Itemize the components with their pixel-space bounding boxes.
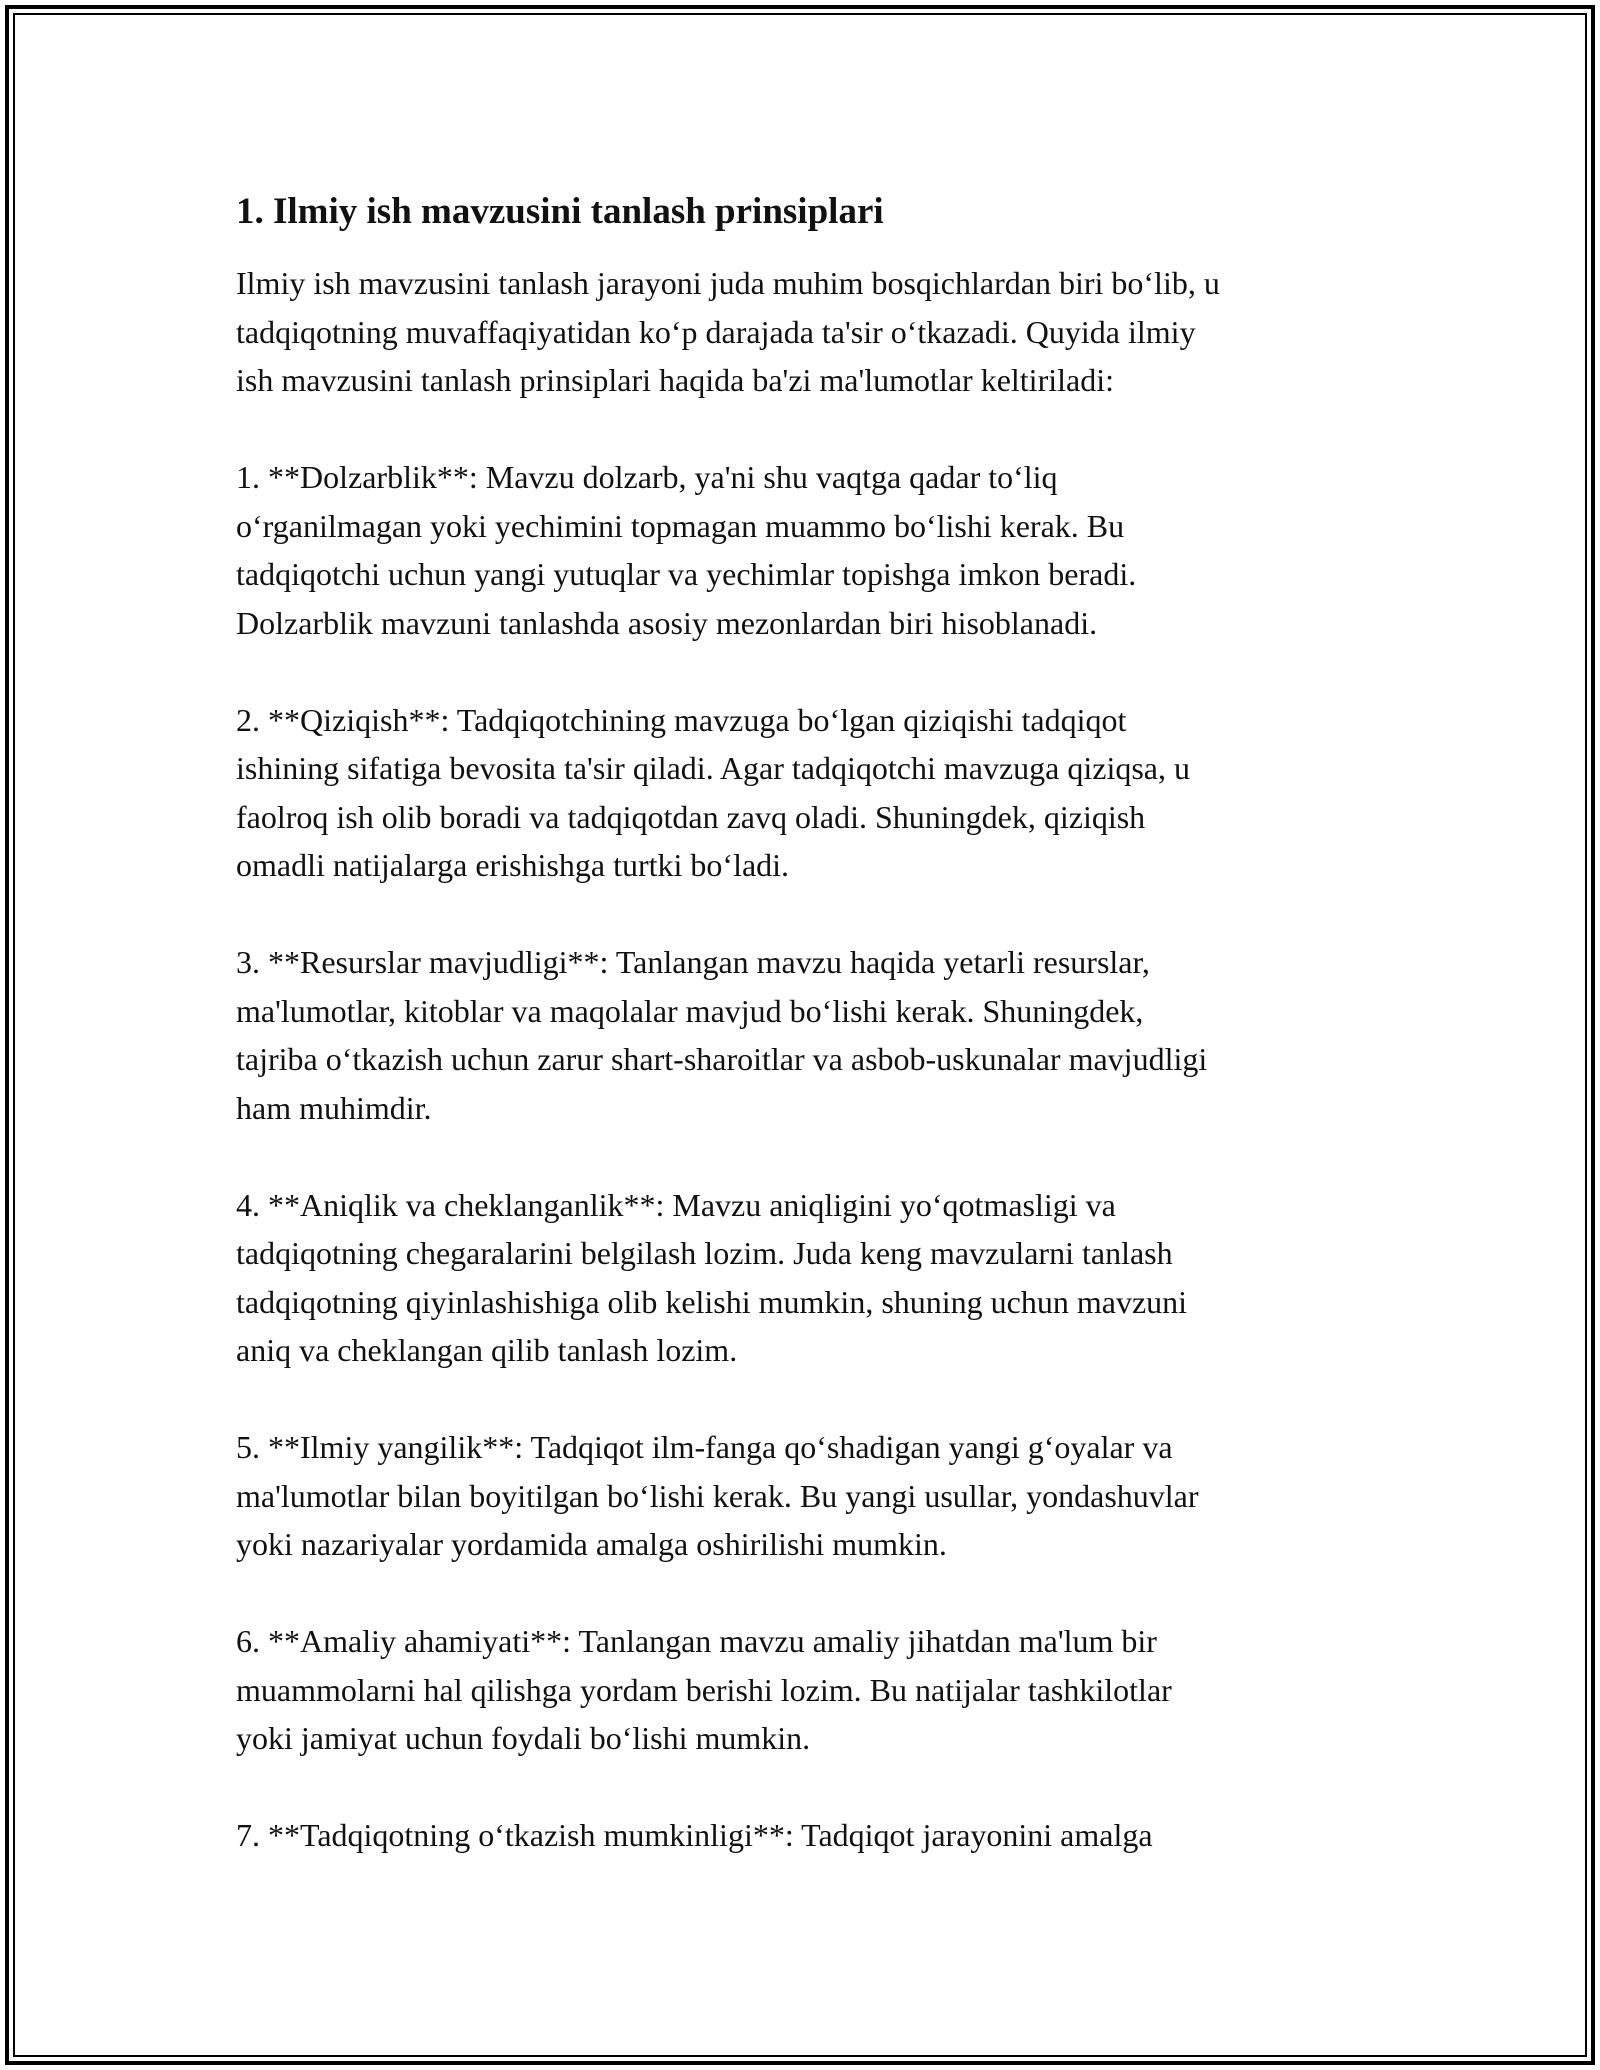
intro-paragraph	[236, 259, 1366, 405]
principle-4-paragraph	[236, 1181, 1366, 1375]
text-line: Ilmiy ish mavzusini tanlash jarayoni juda muhim bosqichlardan biri boʻlib, u	[236, 265, 1220, 301]
text-line: yoki nazariyalar yordamida amalga oshirilishi mumkin.	[236, 1526, 947, 1562]
text-line: 6. **Amaliy ahamiyati**: Tanlangan mavzu amaliy jihatdan ma'lum bir	[236, 1623, 1157, 1659]
text-line: omadli natijalarga erishishga turtki boʻladi.	[236, 847, 790, 883]
text-line: tadqiqotning chegaralarini belgilash lozim. Juda keng mavzularni tanlash	[236, 1235, 1173, 1271]
text-line: 4. **Aniqlik va cheklanganlik**: Mavzu aniqligini yoʻqotmasligi va	[236, 1186, 1116, 1223]
text-line: 2. **Qiziqish**: Tadqiqotchining mavzuga boʻlgan qiziqishi tadqiqot	[236, 701, 1127, 738]
text-line: tadqiqotning qiyinlashishiga olib kelishi mumkin, shuning uchun mavzuni	[236, 1283, 1188, 1320]
text-line: 1. **Dolzarblik**: Mavzu dolzarb, ya'ni shu vaqtga qadar toʻliq	[236, 459, 1058, 495]
text-line: 3. **Resurslar mavjudligi**: Tanlangan mavzu haqida yetarli resurslar,	[236, 944, 1150, 980]
text-line: tadqiqotchi uchun yangi yutuqlar va yechimlar topishga imkon beradi.	[236, 556, 1137, 592]
text-line: Dolzarblik mavzuni tanlashda asosiy mezonlardan biri hisoblanadi.	[236, 604, 1098, 641]
principle-5-paragraph	[236, 1423, 1366, 1569]
text-line: muammolarni hal qilishga yordam berishi lozim. Bu natijalar tashkilotlar	[236, 1671, 1172, 1708]
text-line: tajriba oʻtkazish uchun zarur shart-sharoitlar va asbob-uskunalar mavjudligi	[236, 1041, 1208, 1077]
text-line: 7. **Tadqiqotning oʻtkazish mumkinligi**: Tadqiqot jarayonini amalga	[236, 1817, 1153, 1853]
text-line: ishining sifatiga bevosita ta'sir qiladi. Agar tadqiqotchi mavzuga qiziqsa, u	[236, 750, 1190, 786]
text-line: ish mavzusini tanlash prinsiplari haqida ba'zi ma'lumotlar keltiriladi:	[236, 362, 1114, 398]
text-line: ham muhimdir.	[236, 1089, 432, 1126]
text-line: 5. **Ilmiy yangilik**: Tadqiqot ilm-fanga qoʻshadigan yangi gʻoyalar va	[236, 1429, 1173, 1465]
text-line: oʻrganilmagan yoki yechimini topmagan muammo boʻlishi kerak. Bu	[236, 507, 1125, 544]
text-line: ma'lumotlar bilan boyitilgan boʻlishi kerak. Bu yangi usullar, yondashuvlar	[236, 1477, 1199, 1514]
section-heading: 1. Ilmiy ish mavzusini tanlash prinsiplari	[236, 191, 884, 232]
principle-2-paragraph	[236, 696, 1366, 890]
document-body	[236, 186, 1366, 1908]
principle-6-paragraph	[236, 1617, 1366, 1763]
principle-1-paragraph	[236, 453, 1366, 647]
text-line: yoki jamiyat uchun foydali boʻlishi mumkin.	[236, 1720, 811, 1756]
text-line: faolroq ish olib boradi va tadqiqotdan zavq oladi. Shuningdek, qiziqish	[236, 798, 1146, 835]
principle-7-paragraph	[236, 1811, 1366, 1860]
text-line: aniq va cheklangan qilib tanlash lozim.	[236, 1332, 738, 1368]
text-line: ma'lumotlar, kitoblar va maqolalar mavjud boʻlishi kerak. Shuningdek,	[236, 992, 1144, 1029]
text-line: tadqiqotning muvaffaqiyatidan koʻp darajada ta'sir oʻtkazadi. Quyida ilmiy	[236, 313, 1196, 350]
principle-3-paragraph	[236, 938, 1366, 1132]
